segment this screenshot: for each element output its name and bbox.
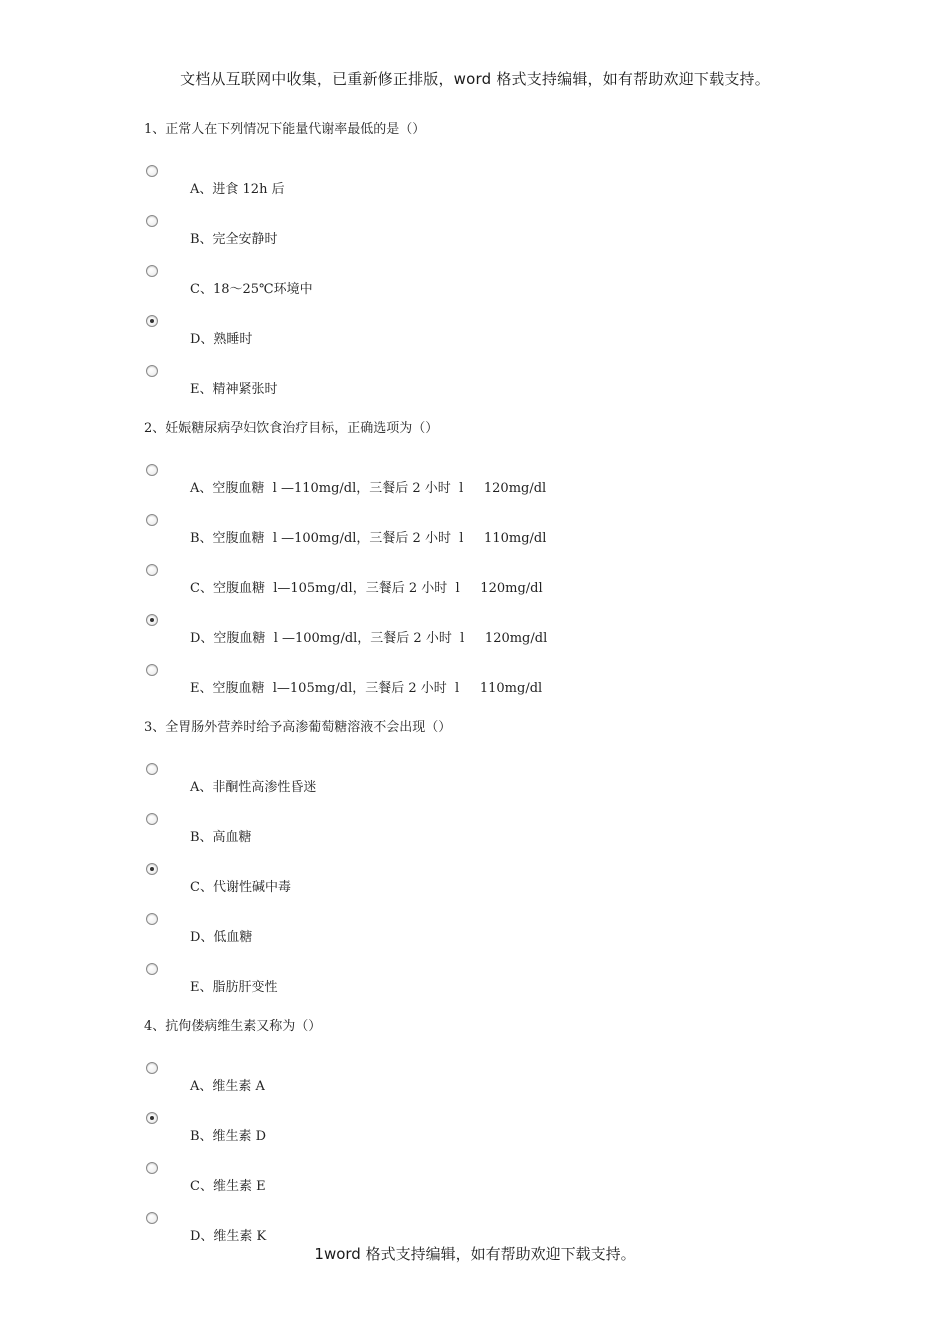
radio-unchecked-icon[interactable] [146, 564, 158, 576]
header-note: 文档从互联网中收集，已重新修正排版，word 格式支持编辑，如有帮助欢迎下载支持。 [180, 70, 770, 88]
option-label: D、空腹血糖 l —100mg/dl，三餐后 2 小时 l 120mg/dl [190, 631, 548, 646]
option-label: D、维生素 K [190, 1229, 267, 1244]
radio-unchecked-icon[interactable] [146, 215, 158, 227]
option-label: E、精神紧张时 [190, 382, 278, 397]
radio-unchecked-icon[interactable] [146, 763, 158, 775]
option-label: B、高血糖 [190, 830, 252, 845]
radio-checked-icon[interactable] [146, 863, 158, 875]
radio-checked-icon[interactable] [146, 614, 158, 626]
radio-unchecked-icon[interactable] [146, 514, 158, 526]
question-block [144, 420, 864, 714]
answer-option[interactable] [144, 464, 864, 514]
spacer [144, 438, 864, 464]
question-title: 1、正常人在下列情况下能量代谢率最低的是（） [144, 122, 426, 137]
radio-checked-icon[interactable] [146, 315, 158, 327]
answer-option[interactable] [144, 614, 864, 664]
answer-option[interactable] [144, 1062, 864, 1112]
option-label: C、空腹血糖 l—105mg/dl，三餐后 2 小时 l 120mg/dl [190, 581, 543, 596]
answer-option[interactable] [144, 813, 864, 863]
radio-unchecked-icon[interactable] [146, 963, 158, 975]
answer-option[interactable] [144, 315, 864, 365]
answer-option[interactable] [144, 514, 864, 564]
answer-option[interactable] [144, 365, 864, 415]
question-title: 3、全胃肠外营养时给予高渗葡萄糖溶液不会出现（） [144, 720, 452, 735]
footer-note: 1word 格式支持编辑，如有帮助欢迎下载支持。 [314, 1245, 636, 1263]
option-label: A、维生素 A [190, 1079, 265, 1094]
radio-unchecked-icon[interactable] [146, 813, 158, 825]
answer-option[interactable] [144, 215, 864, 265]
question-title: 4、抗佝偻病维生素又称为（） [144, 1019, 322, 1034]
option-label: D、低血糖 [190, 930, 253, 945]
answer-option[interactable] [144, 863, 864, 913]
spacer [144, 737, 864, 763]
radio-unchecked-icon[interactable] [146, 464, 158, 476]
radio-unchecked-icon[interactable] [146, 265, 158, 277]
radio-unchecked-icon[interactable] [146, 1212, 158, 1224]
option-label: A、空腹血糖 l —110mg/dl，三餐后 2 小时 l 120mg/dl [190, 481, 547, 496]
answer-option[interactable] [144, 1162, 864, 1212]
answer-option[interactable] [144, 763, 864, 813]
option-label: B、完全安静时 [190, 232, 278, 247]
answer-option[interactable] [144, 1112, 864, 1162]
question-block [144, 1018, 864, 1262]
option-label: A、进食 12h 后 [190, 182, 285, 197]
radio-unchecked-icon[interactable] [146, 1062, 158, 1074]
radio-unchecked-icon[interactable] [146, 165, 158, 177]
radio-unchecked-icon[interactable] [146, 664, 158, 676]
radio-unchecked-icon[interactable] [146, 365, 158, 377]
answer-option[interactable] [144, 165, 864, 215]
answer-option[interactable] [144, 963, 864, 1013]
option-label: C、维生素 E [190, 1179, 266, 1194]
option-label: E、空腹血糖 l—105mg/dl，三餐后 2 小时 l 110mg/dl [190, 681, 543, 696]
spacer [144, 1036, 864, 1062]
radio-checked-icon[interactable] [146, 1112, 158, 1124]
question-block [144, 719, 864, 1013]
question-title: 2、妊娠糖尿病孕妇饮食治疗目标，正确选项为（） [144, 421, 439, 436]
option-label: E、脂肪肝变性 [190, 980, 278, 995]
option-label: C、18～25℃环境中 [190, 282, 313, 297]
answer-option[interactable] [144, 564, 864, 614]
option-label: B、空腹血糖 l —100mg/dl，三餐后 2 小时 l 110mg/dl [190, 531, 547, 546]
answer-option[interactable] [144, 913, 864, 963]
answer-option[interactable] [144, 664, 864, 714]
option-label: D、熟睡时 [190, 332, 253, 347]
option-label: A、非酮性高渗性昏迷 [190, 780, 317, 795]
spacer [144, 139, 864, 165]
answer-option[interactable] [144, 265, 864, 315]
option-label: B、维生素 D [190, 1129, 267, 1144]
option-label: C、代谢性碱中毒 [190, 880, 291, 895]
radio-unchecked-icon[interactable] [146, 1162, 158, 1174]
question-block [144, 121, 864, 415]
radio-unchecked-icon[interactable] [146, 913, 158, 925]
